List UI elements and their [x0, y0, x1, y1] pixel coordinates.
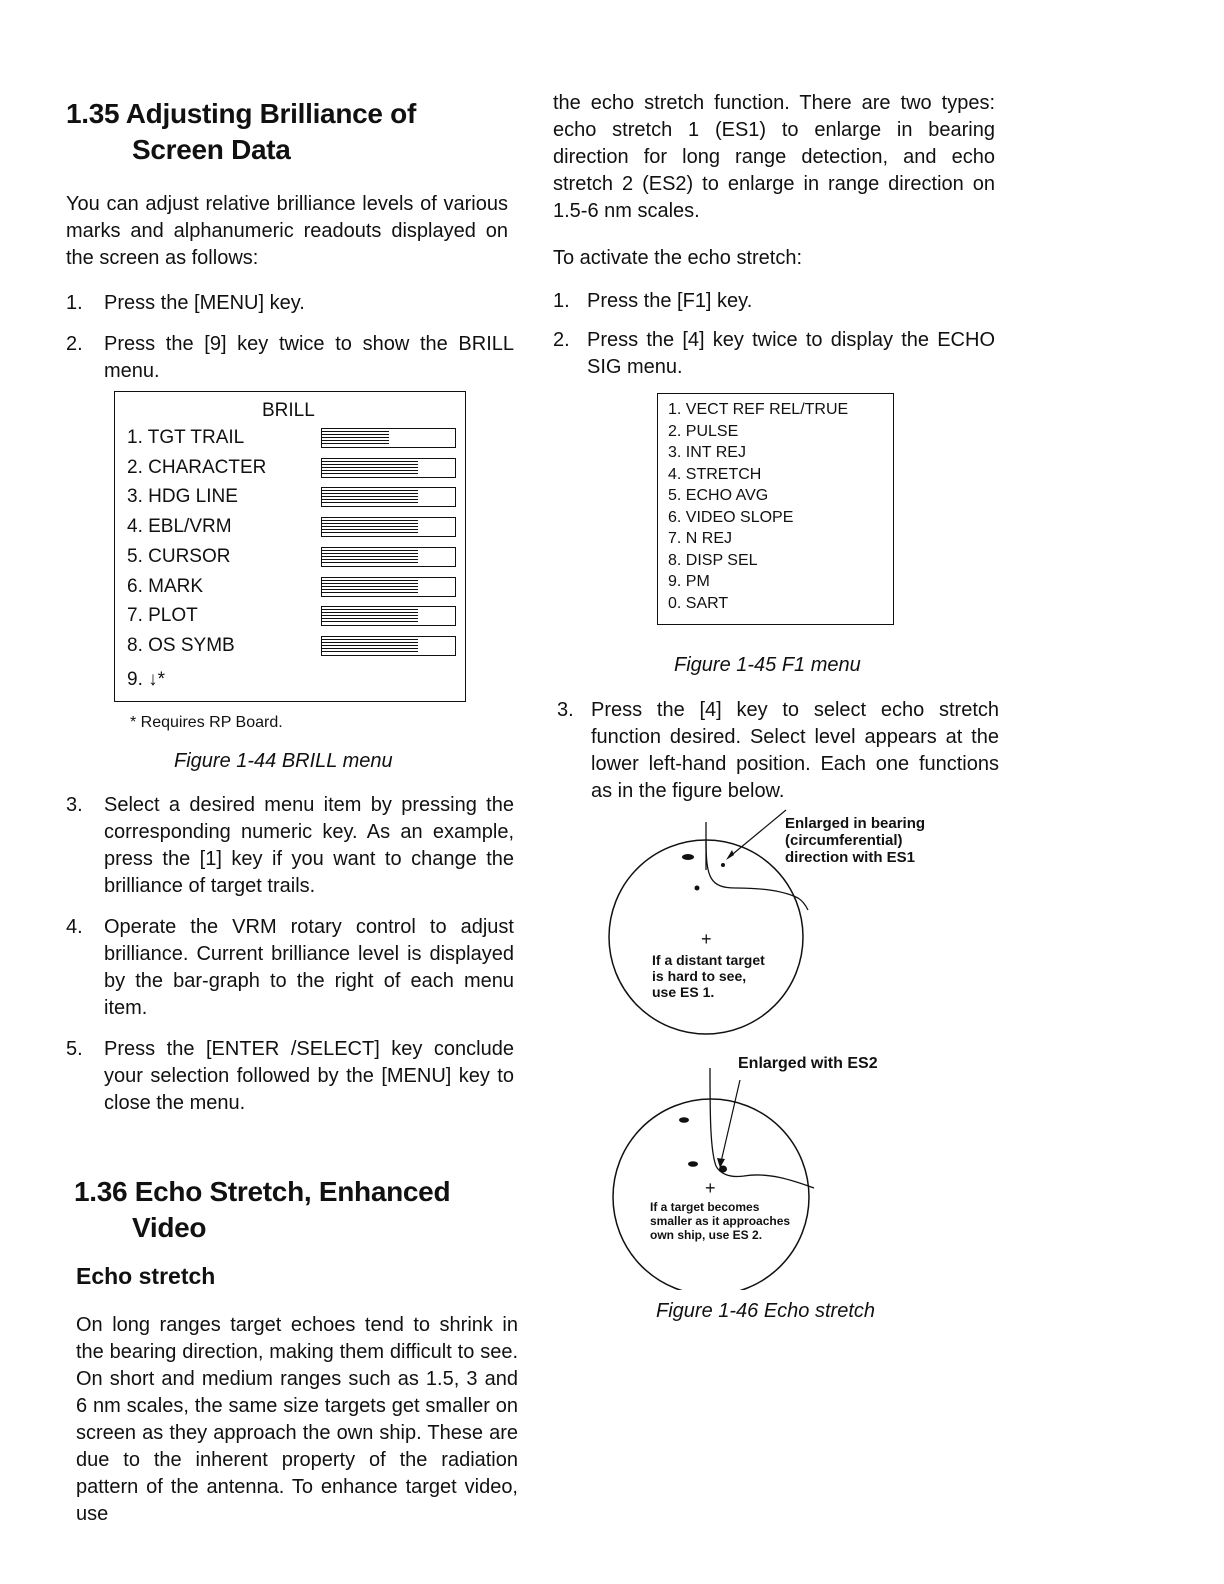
- brill-level-fill: [322, 520, 418, 534]
- step-text: Operate the VRM rotary control to adjust brilliance. Current brilliance level is displayed by the bar-graph to the right of each menu item.: [104, 916, 514, 1019]
- brill-level-bar: [321, 487, 456, 507]
- brill-item-9: 9. ↓*: [127, 669, 166, 690]
- es1-pointer-arrow: [726, 850, 734, 860]
- step-text: Select a desired menu item by pressing the corresponding numeric key. As an example, press the [1] key if you want to change the brilliance of target trails.: [104, 794, 514, 897]
- brill-level-bar: [321, 577, 456, 597]
- f1-menu-item[interactable]: 3. INT REJ: [668, 444, 746, 461]
- step-text: Press the [4] key twice to display the ECHO SIG menu.: [587, 329, 995, 378]
- brill-item-label[interactable]: 4. EBL/VRM: [127, 516, 232, 538]
- step-text: Press the [MENU] key.: [104, 292, 305, 314]
- section-135-number: 1.35: [66, 98, 120, 129]
- step-136-2: [553, 327, 998, 383]
- brill-level-fill: [322, 550, 418, 564]
- es2-note-line: own ship, use ES 2.: [650, 1228, 763, 1242]
- echo-stretch-subheading: Echo stretch: [76, 1263, 216, 1289]
- step-number: 4.: [66, 916, 83, 938]
- f1-menu-item[interactable]: 2. PULSE: [668, 422, 739, 440]
- es1-diagram: [609, 810, 808, 1034]
- echo-stretch-continued: the echo stretch function. There are two types: echo stretch 1 (ES1) to enlarge in bearing direction for long range detection, and echo stretch 2 (ES2) to enlarge in range direction on 1.5-6 nm scales.: [553, 92, 995, 222]
- es2-target-echo-upper: [679, 1117, 689, 1123]
- brill-level-bar: [321, 606, 456, 626]
- brill-level-fill: [322, 639, 418, 653]
- f1-menu-item[interactable]: 7. N REJ: [668, 530, 733, 547]
- es2-plus-mark: +: [705, 1178, 716, 1198]
- brill-item-label[interactable]: 5. CURSOR: [127, 545, 231, 567]
- es2-label: Enlarged with ES2: [738, 1055, 878, 1072]
- f1-menu-item[interactable]: 9. PM: [668, 573, 710, 590]
- activate-echo-stretch: To activate the echo stretch:: [553, 247, 803, 269]
- step-number: 3.: [66, 794, 83, 816]
- section-136-heading: [74, 1174, 524, 1246]
- es2-target-echo-lower: [688, 1161, 698, 1167]
- es1-pointer-line: [728, 810, 786, 858]
- section-135-heading: [66, 96, 516, 168]
- f1-menu-item[interactable]: 6. VIDEO SLOPE: [668, 508, 794, 526]
- brill-item-label[interactable]: 8. OS SYMB: [127, 634, 235, 656]
- brill-level-bar: [321, 517, 456, 537]
- brill-item-label[interactable]: 2. CHARACTER: [127, 456, 267, 478]
- figure-1-46-caption: Figure 1-46 Echo stretch: [656, 1300, 875, 1322]
- step-135-1: [66, 290, 516, 317]
- brill-level-fill: [322, 490, 418, 504]
- brill-level-fill: [322, 609, 418, 623]
- brill-level-bar: [321, 458, 456, 478]
- step-text: Press the [4] key to select echo stretch function desired. Select level appears at the lower left-hand position. Each one functions as in the figure below.: [591, 699, 999, 802]
- f1-menu-item[interactable]: 0. SART: [668, 594, 729, 612]
- es1-target-echo-small: [721, 863, 725, 867]
- brill-level-bar: [321, 547, 456, 567]
- es1-note-line: use ES 1.: [652, 984, 715, 1000]
- es2-note-line: If a target becomes: [650, 1200, 760, 1214]
- es1-note: [652, 952, 802, 1000]
- section-136-paragraph: On long ranges target echoes tend to shrink in the bearing direction, making them difficult to see. On short and medium ranges such as 1.5, 3 and 6 nm scales, the same size targets get smaller on screen as they approach the own ship. These are due to the inherent property of the radiation pattern of the antenna. To enhance target video, use: [76, 1314, 518, 1525]
- step-number: 1.: [66, 292, 83, 314]
- section-135-title-line1: Adjusting Brilliance of: [125, 98, 416, 129]
- section-136-title-line1: Echo Stretch, Enhanced: [134, 1176, 451, 1207]
- step-text: Press the [F1] key.: [587, 290, 753, 312]
- step-number: 2.: [66, 333, 83, 355]
- f1-menu-item[interactable]: 5. ECHO AVG: [668, 487, 769, 504]
- step-number: 3.: [557, 699, 574, 721]
- f1-menu-item[interactable]: 8. DISP SEL: [668, 551, 758, 569]
- figure-1-44-caption: Figure 1-44 BRILL menu: [174, 750, 393, 772]
- es2-note: [650, 1200, 820, 1242]
- step-number: 1.: [553, 290, 570, 312]
- f1-menu-item[interactable]: 4. STRETCH: [668, 465, 762, 483]
- brill-level-bar: [321, 636, 456, 656]
- brill-level-fill: [322, 580, 418, 594]
- section-136-title-line2: Video: [132, 1212, 207, 1243]
- brill-level-bar: [321, 428, 456, 448]
- step-135-3: [66, 792, 516, 902]
- section-135-intro: You can adjust relative brilliance levels of various marks and alphanumeric readouts displayed on the screen as follows:: [66, 193, 508, 269]
- es1-target-echo-stretched: [682, 854, 694, 860]
- step-number: 5.: [66, 1038, 83, 1060]
- brill-item-label[interactable]: 7. PLOT: [127, 605, 198, 627]
- es2-pointer-line: [721, 1080, 740, 1162]
- brill-menu-title: BRILL: [262, 400, 315, 421]
- es1-plus-mark: +: [701, 929, 712, 949]
- brill-item-label[interactable]: 3. HDG LINE: [127, 486, 238, 508]
- es1-label-line: (circumferential): [785, 832, 903, 849]
- brill-item-label[interactable]: 6. MARK: [127, 575, 204, 597]
- step-135-4: [66, 914, 516, 1024]
- es1-note-line: If a distant target: [652, 952, 765, 968]
- section-135-title-line2: Screen Data: [132, 134, 291, 165]
- step-136-3: [557, 697, 1002, 807]
- step-number: 2.: [553, 329, 570, 351]
- step-136-1: [553, 288, 998, 315]
- step-135-5: [66, 1036, 516, 1119]
- figure-1-45-caption: Figure 1-45 F1 menu: [674, 654, 861, 676]
- f1-menu-item[interactable]: 1. VECT REF REL/TRUE: [668, 401, 849, 418]
- brill-item-label[interactable]: 1. TGT TRAIL: [127, 427, 245, 448]
- es2-target-echo-stretched: [719, 1166, 727, 1173]
- step-135-2: [66, 331, 516, 387]
- step-text: Press the [ENTER /SELECT] key conclude your selection followed by the [MENU] key to close the menu.: [104, 1038, 514, 1114]
- es1-note-line: is hard to see,: [652, 968, 747, 984]
- es1-label-line: Enlarged in bearing: [785, 815, 926, 832]
- step-text: Press the [9] key twice to show the BRILL menu.: [104, 333, 514, 382]
- brill-footnote: * Requires RP Board.: [130, 714, 283, 731]
- brill-level-fill: [322, 431, 389, 445]
- es1-label: [785, 815, 965, 866]
- es2-note-line: smaller as it approaches: [650, 1214, 791, 1228]
- section-136-number: 1.36: [74, 1176, 128, 1207]
- es1-target-echo: [695, 886, 700, 891]
- brill-level-fill: [322, 461, 418, 475]
- es1-label-line: direction with ES1: [785, 849, 916, 866]
